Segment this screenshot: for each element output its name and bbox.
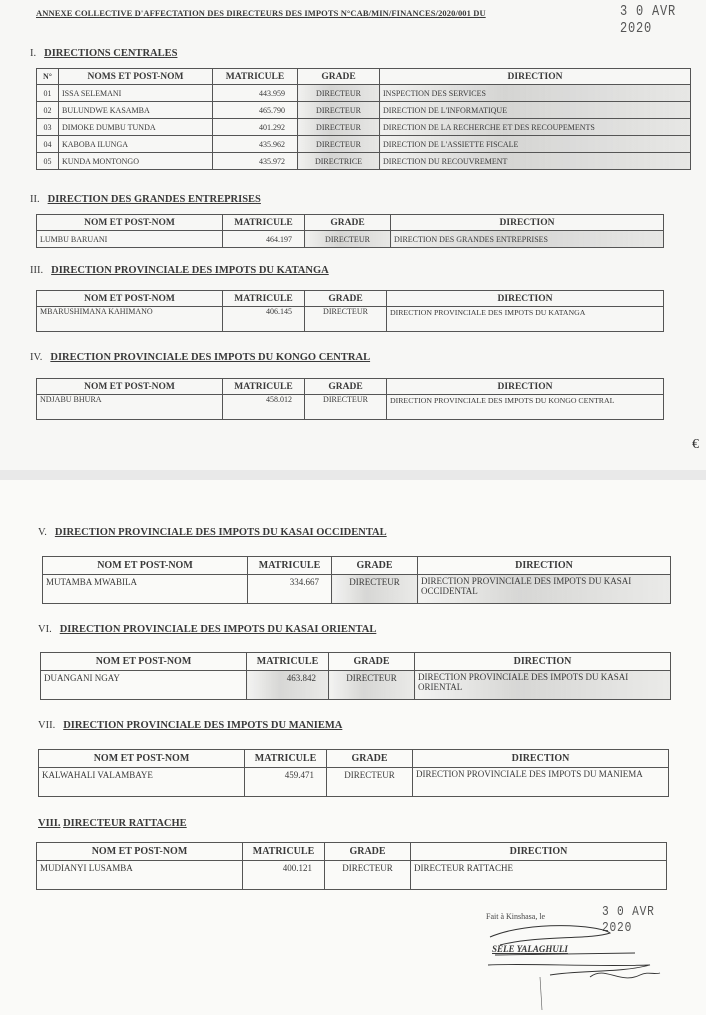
signature-place: Fait à Kinshasa, le [486,912,546,921]
cell-no: 04 [37,136,59,153]
section-title-3: III. DIRECTION PROVINCIALE DES IMPOTS DU KATANGA [30,265,329,276]
table-row [37,119,691,136]
col-header-grade: GRADE [332,557,418,575]
cell-grade: DIRECTEUR [329,671,415,700]
table-row [41,671,671,700]
cell-grade: DIRECTEUR [298,85,380,102]
col-header-grade: GRADE [298,69,380,85]
col-header-matricule: MATRICULE [223,379,305,395]
table-row [37,231,664,248]
section-title-4: IV. DIRECTION PROVINCIALE DES IMPOTS DU KONGO CENTRAL [30,352,371,363]
section-title-7: VII. DIRECTION PROVINCIALE DES IMPOTS DU MANIEMA [38,720,343,731]
table-row [37,861,667,890]
handwritten-signature [470,915,670,1015]
cell-matricule: 443.959 [213,85,298,102]
cell-name: MBARUSHIMANA KAHIMANO [37,307,223,332]
table-kasai-oriental [40,652,671,700]
table-row [37,136,691,153]
cell-no: 05 [37,153,59,170]
table-row [37,395,664,420]
signatory-name: SELE YALAGHULI [492,944,568,954]
table-header-row [39,750,669,768]
table-header-row [37,69,691,85]
cell-name: BULUNDWE KASAMBA [59,102,213,119]
col-header-grade: GRADE [305,379,387,395]
cell-direction: DIRECTION DE L'ASSIETTE FISCALE [380,136,691,153]
table-directeur-rattache [36,842,667,890]
signature-date-stamp: 3 0 AVR 2020 [602,904,655,936]
section-title-5: V. DIRECTION PROVINCIALE DES IMPOTS DU KASAI OCCIDENTAL [38,527,387,538]
cell-direction: DIRECTION PROVINCIALE DES IMPOTS DU KONGO CENTRAL [387,395,664,420]
col-header-grade: GRADE [327,750,413,768]
table-header-row [43,557,671,575]
table-header-row [37,215,664,231]
table-row [43,575,671,604]
col-header-name: NOM ET POST-NOM [39,750,245,768]
cell-direction: DIRECTION DE L'INFORMATIQUE [380,102,691,119]
cell-grade: DIRECTEUR [298,136,380,153]
table-row [37,153,691,170]
cell-matricule: 406.145 [223,307,305,332]
cell-direction: DIRECTION DES GRANDES ENTREPRISES [391,231,664,248]
cell-direction: DIRECTION PROVINCIALE DES IMPOTS DU KASAI ORIENTAL [415,671,671,700]
table-grandes-entreprises [36,214,664,248]
col-header-matricule: MATRICULE [213,69,298,85]
col-header-matricule: MATRICULE [248,557,332,575]
col-header-direction: DIRECTION [418,557,671,575]
cell-grade: DIRECTRICE [298,153,380,170]
cell-no: 01 [37,85,59,102]
cell-matricule: 464.197 [223,231,305,248]
col-header-direction: DIRECTION [411,843,667,861]
col-header-direction: DIRECTION [413,750,669,768]
col-header-direction: DIRECTION [415,653,671,671]
col-header-matricule: MATRICULE [223,215,305,231]
cell-matricule: 400.121 [243,861,325,890]
cell-name: DIMOKE DUMBU TUNDA [59,119,213,136]
cell-matricule: 435.962 [213,136,298,153]
col-header-direction: DIRECTION [391,215,664,231]
table-kongo-central [36,378,664,420]
cell-grade: DIRECTEUR [305,231,391,248]
document-header-title: ANNEXE COLLECTIVE D'AFFECTATION DES DIRECTEURS DES IMPOTS N°CAB/MIN/FINANCES/2020/001 DU [36,8,486,18]
cell-name: KUNDA MONTONGO [59,153,213,170]
col-header-name: NOM ET POST-NOM [41,653,247,671]
cell-direction: INSPECTION DES SERVICES [380,85,691,102]
table-directions-centrales [36,68,691,170]
table-header-row [41,653,671,671]
col-header-grade: GRADE [305,291,387,307]
cell-grade: DIRECTEUR [305,395,387,420]
cell-direction: DIRECTION PROVINCIALE DES IMPOTS DU KASAI OCCIDENTAL [418,575,671,604]
section-title-6: VI. DIRECTION PROVINCIALE DES IMPOTS DU KASAI ORIENTAL [38,624,377,635]
cell-name: MUTAMBA MWABILA [43,575,248,604]
section-title-1: I. DIRECTIONS CENTRALES [30,48,178,59]
cell-direction: DIRECTION PROVINCIALE DES IMPOTS DU KATANGA [387,307,664,332]
cell-name: DUANGANI NGAY [41,671,247,700]
table-maniema [38,749,669,797]
page-gap [0,470,706,480]
table-header-row [37,379,664,395]
cell-matricule: 459.471 [245,768,327,797]
margin-mark: € [692,437,699,452]
cell-name: LUMBU BARUANI [37,231,223,248]
col-header-name: NOM ET POST-NOM [43,557,248,575]
cell-direction: DIRECTION DU RECOUVREMENT [380,153,691,170]
col-header-matricule: MATRICULE [223,291,305,307]
col-header-grade: GRADE [329,653,415,671]
col-header-name: NOM ET POST-NOM [37,379,223,395]
col-header-matricule: MATRICULE [243,843,325,861]
cell-matricule: 401.292 [213,119,298,136]
col-header-direction: DIRECTION [387,379,664,395]
col-header-grade: GRADE [325,843,411,861]
table-row [37,307,664,332]
section-title-2: II. DIRECTION DES GRANDES ENTREPRISES [30,194,261,205]
cell-matricule: 458.012 [223,395,305,420]
cell-matricule: 435.972 [213,153,298,170]
cell-grade: DIRECTEUR [325,861,411,890]
cell-matricule: 465.790 [213,102,298,119]
table-kasai-occidental [42,556,671,604]
col-header-direction: DIRECTION [387,291,664,307]
col-header-direction: DIRECTION [380,69,691,85]
cell-matricule: 463.842 [247,671,329,700]
cell-matricule: 334.667 [248,575,332,604]
cell-grade: DIRECTEUR [332,575,418,604]
table-header-row [37,291,664,307]
col-header-name: NOM ET POST-NOM [37,215,223,231]
table-header-row [37,843,667,861]
cell-grade: DIRECTEUR [327,768,413,797]
cell-grade: DIRECTEUR [298,102,380,119]
header-date-stamp: 3 0 AVR 2020 [620,3,677,37]
cell-no: 03 [37,119,59,136]
col-header-grade: GRADE [305,215,391,231]
table-row [37,85,691,102]
cell-grade: DIRECTEUR [298,119,380,136]
cell-direction: DIRECTEUR RATTACHE [411,861,667,890]
cell-name: MUDIANYI LUSAMBA [37,861,243,890]
table-row [39,768,669,797]
cell-no: 02 [37,102,59,119]
col-header-name: NOM ET POST-NOM [37,843,243,861]
table-katanga [36,290,664,332]
col-header-matricule: MATRICULE [245,750,327,768]
section-title-8: VIII. DIRECTEUR RATTACHE [38,818,187,829]
cell-name: ISSA SELEMANI [59,85,213,102]
cell-name: NDJABU BHURA [37,395,223,420]
cell-grade: DIRECTEUR [305,307,387,332]
col-header-matricule: MATRICULE [247,653,329,671]
col-header-name: NOM ET POST-NOM [37,291,223,307]
col-header-name: NOMS ET POST-NOM [59,69,213,85]
cell-name: KALWAHALI VALAMBAYE [39,768,245,797]
col-header-no: N° [37,69,59,85]
table-row [37,102,691,119]
cell-direction: DIRECTION PROVINCIALE DES IMPOTS DU MANIEMA [413,768,669,797]
cell-direction: DIRECTION DE LA RECHERCHE ET DES RECOUPEMENTS [380,119,691,136]
cell-name: KABOBA ILUNGA [59,136,213,153]
